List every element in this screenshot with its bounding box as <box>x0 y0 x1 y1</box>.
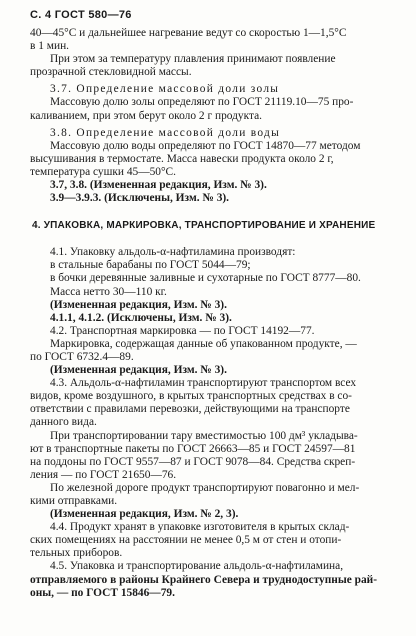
text-line: в стальные барабаны по ГОСТ 5044—79; <box>50 259 251 272</box>
amendment-note: 3.9—3.9.3. (Исключены, Изм. № 3). <box>50 192 230 205</box>
text-line: ления — по ГОСТ 21650—76. <box>30 468 177 481</box>
amendment-note: 3.7, 3.8. (Измененная редакция, Изм. № 3). <box>50 179 267 192</box>
text-line: температура сушки 45—50°C. <box>30 165 176 178</box>
text-line: оны, — по ГОСТ 15846—79. <box>30 586 175 599</box>
text-line: Маркировка, содержащая данные об упакованном продукте, — <box>50 337 357 350</box>
text-line: Масса нетто 30—110 кг. <box>50 285 167 298</box>
text-line: 4.5. Упаковка и транспортирование альдоль-α-нафтиламина, <box>50 560 344 573</box>
text-line: 4.3. Альдоль-α-нафтиламин транспортируют транспортом всех <box>50 377 357 390</box>
text-line: тельных приборов. <box>30 547 123 560</box>
page-header: С. 4 ГОСТ 580—76 <box>30 9 132 21</box>
text-line: в бочки деревянные заливные и сухотарные по ГОСТ 8777—80. <box>50 272 361 285</box>
text-line: на поддоны по ГОСТ 9557—87 и ГОСТ 9078—84. Средства скреп- <box>30 455 356 468</box>
text-line: 4.4. Продукт хранят в упаковке изготовителя в крытых склад- <box>50 521 350 534</box>
text-line: 40—45°C и дальнейшее нагревание ведут со скоростью 1—1,5°C <box>30 27 347 39</box>
text-line: Массовую долю золы определяют по ГОСТ 21119.10—75 про- <box>50 96 354 109</box>
text-line: кими отправками. <box>30 495 118 507</box>
amendment-note: (Измененная редакция, Изм. № 2, 3). <box>50 508 239 521</box>
text-line: 4.1. Упаковку альдоль-α-нафтиламина производят: <box>50 246 296 259</box>
text-line: ских помещениях на расстоянии не менее 0,5 м от стен и отопи- <box>30 534 342 547</box>
text-line: ответствии с правилами перевозки, действующими на транспорте <box>30 403 350 416</box>
text-line: По железной дороге продукт транспортируют повагонно и мел- <box>50 481 360 494</box>
amendment-note: 4.1.1, 4.1.2. (Исключены, Изм. № 3). <box>50 311 232 324</box>
amendment-note: (Измененная редакция, Изм. № 3). <box>50 298 227 311</box>
text-line: в 1 мин. <box>30 40 70 53</box>
text-line: видов, кроме воздушного, в крытых транспортных средствах в со- <box>30 390 352 403</box>
text-line: отправляемого в районы Крайнего Севера и труднодоступные рай- <box>30 573 378 586</box>
subsection-title: 3.7. Определение массовой доли золы <box>50 83 280 96</box>
text-line: по ГОСТ 6732.4—89. <box>30 350 134 363</box>
text-line: прозрачной стекловидной массы. <box>30 66 192 79</box>
section-heading: 4. УПАКОВКА, МАРКИРОВКА, ТРАНСПОРТИРОВАНИЕ И ХРАНЕНИЕ <box>32 220 376 232</box>
text-line: Массовую долю воды определяют по ГОСТ 14870—77 методом <box>50 139 361 152</box>
amendment-note: (Измененная редакция, Изм. № 3). <box>50 364 227 377</box>
text-line: 4.2. Транспортная маркировка — по ГОСТ 14192—77. <box>50 324 315 337</box>
text-line: каливанием, при этом берут около 2 г продукта. <box>30 109 263 122</box>
text-line: ют в транспортные пакеты по ГОСТ 26663—85 и ГОСТ 24597—81 <box>30 442 356 455</box>
text-line: данного вида. <box>30 416 97 429</box>
text-line: При этом за температуру плавления принимают появление <box>50 53 336 66</box>
text-line: При транспортировании тару вместимостью 100 дм³ укладыва- <box>50 429 358 442</box>
subsection-title: 3.8. Определение массовой доли воды <box>50 126 281 139</box>
text-line: высушивания в термостате. Масса навески продукта около 2 г, <box>30 152 334 165</box>
